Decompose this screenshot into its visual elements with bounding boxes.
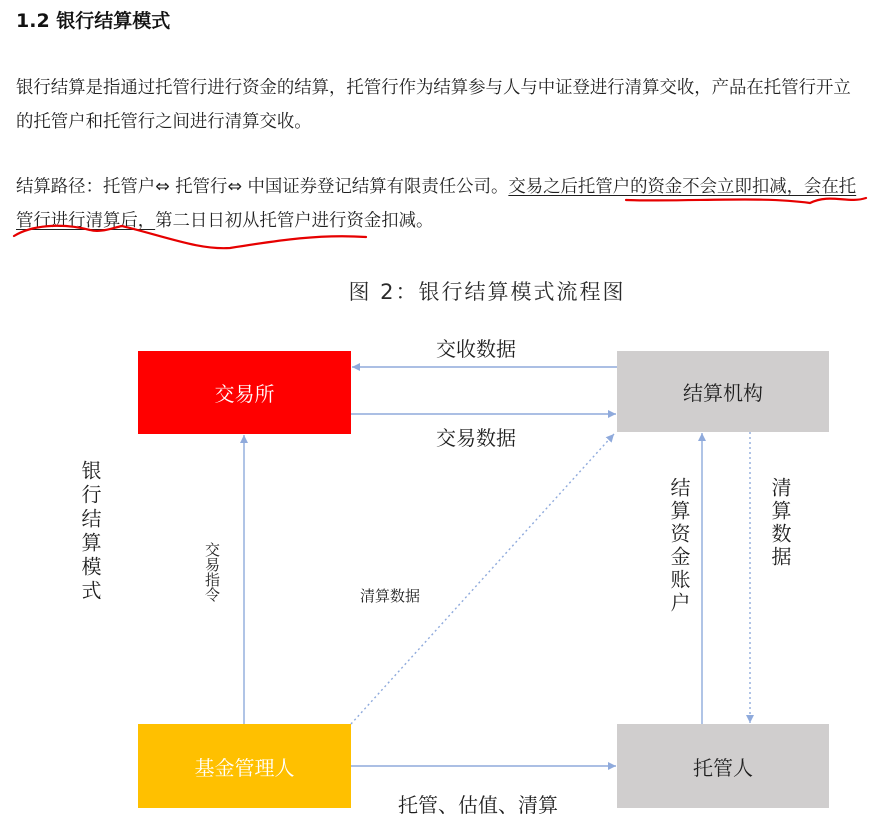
label-trade-instruction: 交易指令 bbox=[203, 542, 221, 602]
arrow-clearing-data-diagonal bbox=[351, 434, 614, 724]
figure-title: 图 2：银行结算模式流程图 bbox=[348, 280, 626, 304]
custodian-box: 托管人 bbox=[617, 724, 829, 808]
label-clearing-data-diagonal: 清算数据 bbox=[360, 587, 421, 605]
highlight-text-2: 会在托管行进行清算后， bbox=[16, 177, 857, 231]
paragraph-bank-settlement: 银行结算是指通过托管行进行资金的结算，托管行作为结算参与人与中证登进行清算交收，产品在托管行开立的托管户和托管行之间进行清算交收。 bbox=[16, 78, 851, 132]
exchange-box: 交易所 bbox=[138, 351, 351, 434]
settlement-path-text: 结算路径：托管户⇔ 托管行⇔ 中国证券登记结算有限责任公司。 bbox=[16, 177, 509, 197]
label-settlement-account: 结算资金账户 bbox=[667, 477, 691, 615]
side-label-bank-settlement-mode: 银行结算模式 bbox=[78, 460, 102, 604]
label-custody-valuation-clearing: 托管、估值、清算 bbox=[398, 793, 558, 817]
label-clearing-data-vertical: 清算数据 bbox=[768, 477, 792, 569]
label-settlement-data: 交收数据 bbox=[436, 337, 516, 361]
settlement-tail-text: 第二日日初从托管户进行资金扣减。 bbox=[155, 211, 434, 231]
clearing-house-box: 结算机构 bbox=[617, 351, 829, 432]
fund-manager-box: 基金管理人 bbox=[138, 724, 351, 808]
label-trade-data: 交易数据 bbox=[436, 426, 516, 450]
section-heading: 1.2 银行结算模式 bbox=[16, 10, 171, 32]
highlight-text-1: 交易之后托管户的资金不会立即扣减， bbox=[508, 177, 805, 197]
